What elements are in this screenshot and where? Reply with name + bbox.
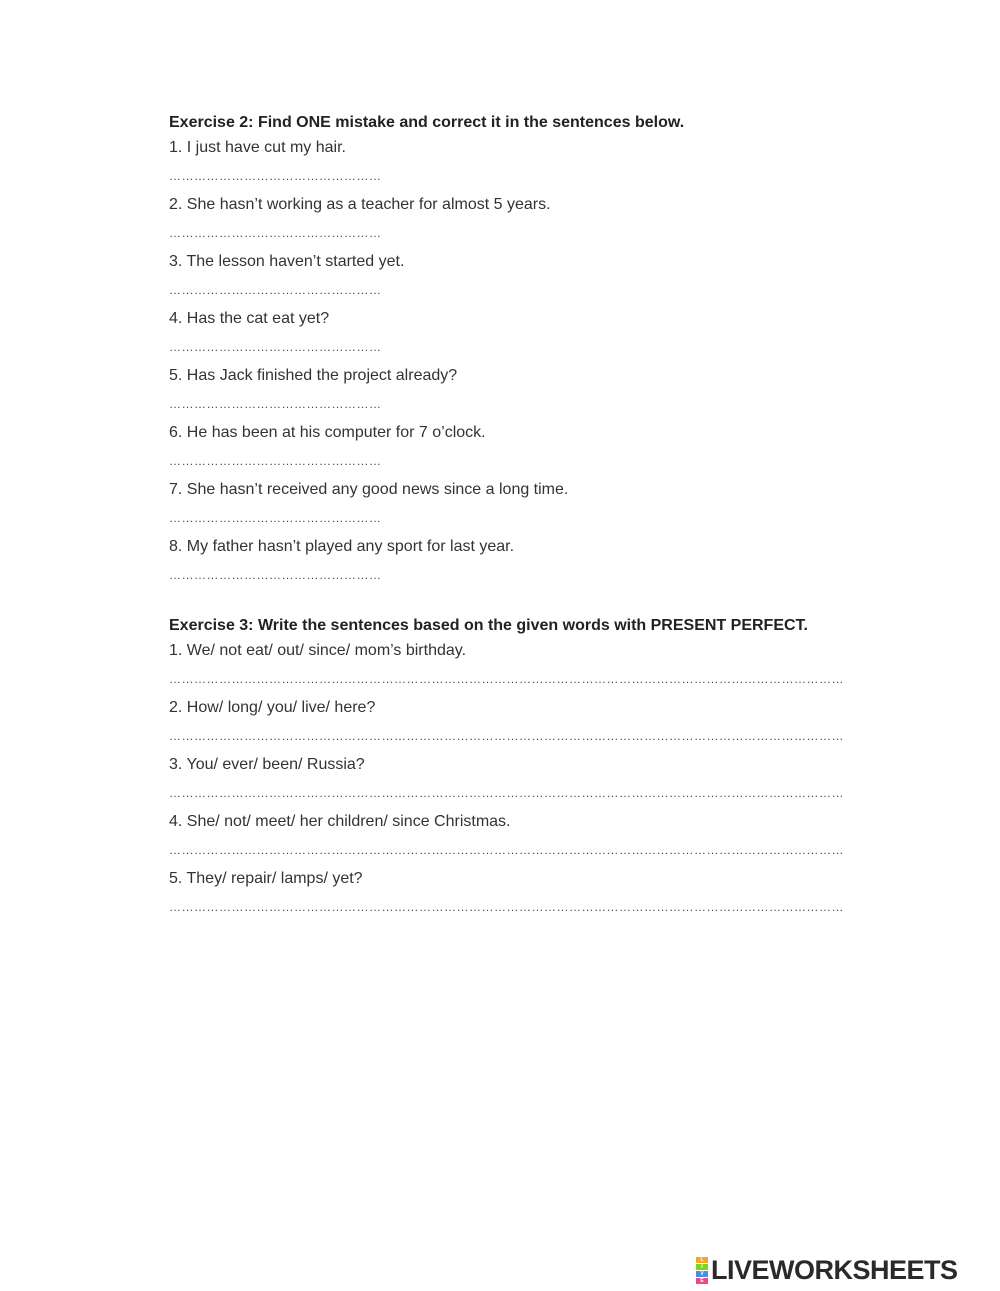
sentence: 2. She hasn’t working as a teacher for almost 5 years.	[169, 196, 551, 213]
prompt: 4. She/ not/ meet/ her children/ since Christmas.	[169, 813, 511, 830]
answer-blank[interactable]: ……………………………………………	[169, 283, 382, 297]
logo-letter: I	[696, 1264, 708, 1270]
exercise-2-item-8	[169, 536, 869, 582]
answer-blank[interactable]: ……………………………………………	[169, 340, 382, 354]
answer-blank[interactable]: ……………………………………………	[169, 511, 382, 525]
liveworksheets-logo	[696, 1252, 958, 1288]
exercise-2-title: Exercise 2: Find ONE mistake and correct it in the sentences below.	[169, 114, 685, 131]
exercise-2-item-7	[169, 479, 869, 525]
answer-blank[interactable]: ………………………………………………………………………………………………………………………………………………	[169, 843, 844, 857]
exercise-3-item-3	[169, 754, 869, 800]
exercise-2-item-3	[169, 251, 869, 297]
answer-blank[interactable]: ………………………………………………………………………………………………………………………………………………	[169, 672, 844, 686]
logo-mark-icon	[696, 1257, 708, 1284]
logo-text: LIVEWORKSHEETS	[711, 1255, 958, 1285]
answer-blank[interactable]: ………………………………………………………………………………………………………………………………………………	[169, 729, 844, 743]
answer-blank[interactable]: ……………………………………………	[169, 226, 382, 240]
sentence: 7. She hasn’t received any good news since a long time.	[169, 481, 569, 498]
sentence: 8. My father hasn’t played any sport for last year.	[169, 538, 515, 555]
exercise-2-item-1	[169, 137, 869, 183]
sentence: 4. Has the cat eat yet?	[169, 310, 330, 327]
exercise-3-item-5	[169, 868, 869, 914]
logo-letter: V	[696, 1271, 708, 1277]
prompt: 1. We/ not eat/ out/ since/ mom’s birthday.	[169, 642, 467, 659]
worksheet	[169, 113, 869, 914]
exercise-2-item-2	[169, 194, 869, 240]
exercise-3-title: Exercise 3: Write the sentences based on the given words with PRESENT PERFECT.	[169, 617, 808, 634]
sentence: 6. He has been at his computer for 7 o’clock.	[169, 424, 486, 441]
exercise-3-item-4	[169, 811, 869, 857]
logo-letter: L	[696, 1257, 708, 1263]
exercise-3	[169, 616, 869, 914]
answer-blank[interactable]: ……………………………………………	[169, 454, 382, 468]
exercise-2-item-6	[169, 422, 869, 468]
exercise-3-item-2	[169, 697, 869, 743]
answer-blank[interactable]: ………………………………………………………………………………………………………………………………………………	[169, 900, 844, 914]
exercise-2	[169, 113, 869, 582]
sentence: 3. The lesson haven’t started yet.	[169, 253, 405, 270]
prompt: 5. They/ repair/ lamps/ yet?	[169, 870, 363, 887]
sentence: 5. Has Jack finished the project already?	[169, 367, 458, 384]
sentence: 1. I just have cut my hair.	[169, 139, 346, 156]
exercise-2-item-4	[169, 308, 869, 354]
exercise-3-item-1	[169, 640, 869, 686]
answer-blank[interactable]: ……………………………………………	[169, 169, 382, 183]
answer-blank[interactable]: ………………………………………………………………………………………………………………………………………………	[169, 786, 844, 800]
prompt: 3. You/ ever/ been/ Russia?	[169, 756, 365, 773]
logo-letter: E	[696, 1278, 708, 1284]
exercise-2-item-5	[169, 365, 869, 411]
answer-blank[interactable]: ……………………………………………	[169, 397, 382, 411]
prompt: 2. How/ long/ you/ live/ here?	[169, 699, 376, 716]
answer-blank[interactable]: ……………………………………………	[169, 568, 382, 582]
